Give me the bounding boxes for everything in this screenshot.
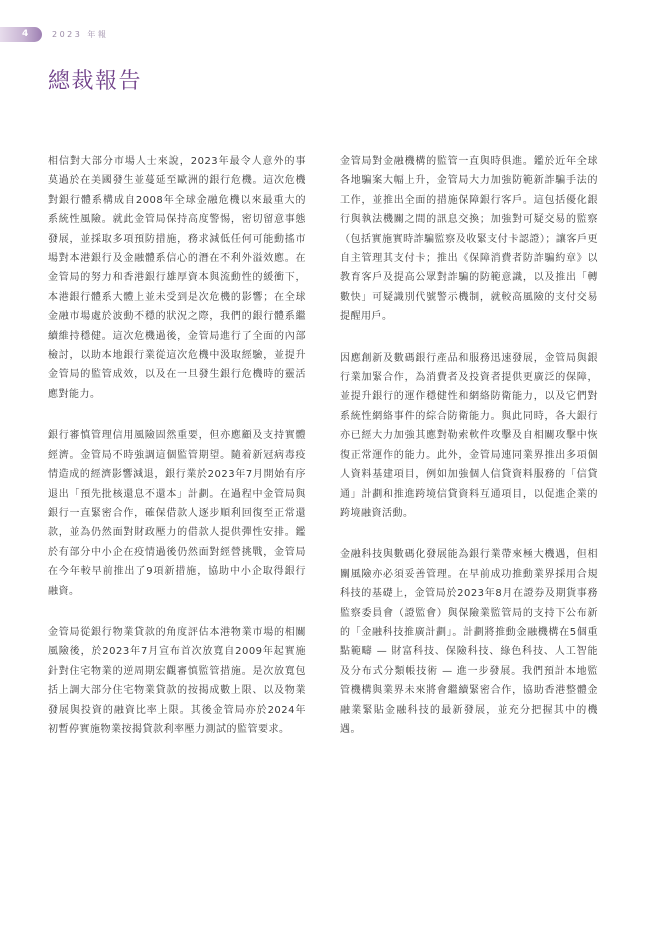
report-year-label: 2023 年報: [52, 30, 109, 39]
page-number-tab: [0, 27, 42, 42]
paragraph: 相信對大部分市場人士來說，2023年最令人意外的事莫過於在美國發生並蔓延至歐洲的銀行危機。這次危機對銀行體系構成自2008年全球金融危機以來最重大的系統性風險。就此金管局保持高度警惕，密切留意事態發展，並採取多項預防措施，務求減低任何可能動搖市場對本港銀行及金融體系信心的潛在不利外溢效應。在金管局的努力和香港銀行雄厚資本與流動性的緩衝下，本港銀行體系大體上並未受到是次危機的影響；在全球金融市場處於波動不穩的狀況之際，我們的銀行體系繼續維持穩健。這次危機過後，金管局進行了全面的內部檢討，以助本地銀行業從這次危機中汲取經驗，並提升金管局的監管成效，以及在一旦發生銀行危機時的靈活應對能力。: [48, 156, 306, 400]
paragraph: 因應創新及數碼銀行產品和服務迅速發展，金管局與銀行業加緊合作，為消費者及投資者提供更廣泛的保障，並提升銀行的運作穩健性和網絡防衛能力，以及它們對系統性網絡事件的綜合防衛能力。與此同時，各大銀行亦已經大力加強其應對勒索軟件攻擊及自相關攻擊中恢復正常運作的能力。此外，金管局連同業界推出多項個人資料基建項目，例如加強個人信貸資料服務的「信貸通」計劃和推進跨境信貸資料互通項目，以促進企業的跨境融資活動。: [340, 352, 598, 519]
right-column: [340, 152, 598, 761]
paragraph: 金管局從銀行物業貸款的角度評估本港物業市場的相關風險後，於2023年7月宣布首次放寬自2009年起實施針對住宅物業的逆周期宏觀審慎監管措施。是次放寬包括上調大部分住宅物業貸款的按揭成數上限、以及物業發展與投資的融資比率上限。其後金管局亦於2024年初暫停實施物業按揭貸款利率壓力測試的監管要求。: [48, 626, 306, 735]
page-number: 4: [22, 29, 29, 39]
paragraph: 銀行審慎管理信用風險固然重要，但亦應顧及支持實體經濟。金管局不時強調這個監管期望。隨着新冠病毒疫情造成的經濟影響減退，銀行業於2023年7月開始有序退出「預先批核還息不還本」計劃。在過程中金管局與銀行一直緊密合作，確保借款人逐步順利回復至正常還款，並為仍然面對財政壓力的借款人提供彈性安排。鑑於有部分中小企在疫情過後仍然面對經營挑戰，金管局在今年較早前推出了9項新措施，協助中小企取得銀行融資。: [48, 430, 306, 597]
page-title: 總裁報告: [48, 69, 143, 94]
paragraph: 金融科技與數碼化發展能為銀行業帶來極大機遇，但相關風險亦必須妥善管理。在早前成功推動業界採用合規科技的基礎上，金管局於2023年8月在證券及期貨事務監察委員會（證監會）與保險業監管局的支持下公布新的「金融科技推廣計劃」。計劃將推動金融機構在5個重點範疇 — 財富科技、保險科技、綠色科技、人工智能及分布式分類帳技術 — 進一步發展。我們預計本地監管機構與業界未來將會繼續緊密合作，協助香港整體金融業緊貼金融科技的最新發展，並充分把握其中的機遇。: [340, 549, 598, 735]
left-column: [48, 152, 306, 761]
paragraph: 金管局對金融機構的監管一直與時俱進。鑑於近年全球各地騙案大幅上升，金管局大力加強防範新詐騙手法的工作，並推出全面的措施保障銀行客戶。這包括優化銀行與執法機關之間的訊息交換；加強對可疑交易的監察（包括實施實時詐騙監察及收緊支付卡認證）；讓客戶更自主管理其支付卡；推出《保障消費者防詐騙約章》以教育客戶及提高公眾對詐騙的防範意識，以及推出「轉數快」可疑識別代號警示機制，就較高風險的支付交易提醒用戶。: [340, 156, 598, 323]
